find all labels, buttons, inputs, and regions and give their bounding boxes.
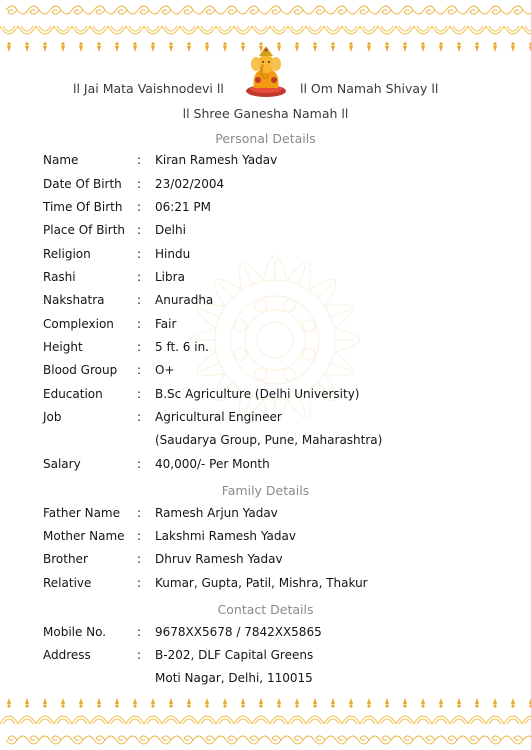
detail-label: Address — [43, 648, 91, 662]
detail-label: Blood Group — [43, 363, 118, 377]
detail-value: B-202, DLF Capital Greens — [155, 648, 314, 662]
separator: : — [137, 153, 142, 167]
detail-value: Delhi — [155, 223, 186, 237]
detail-value: (Saudarya Group, Pune, Maharashtra) — [155, 433, 383, 447]
section-title-family: Family Details — [221, 483, 310, 498]
ornamental-border-bottom — [0, 684, 531, 750]
separator: : — [137, 625, 142, 639]
separator: : — [137, 200, 142, 214]
section-title-contact: Contact Details — [217, 602, 314, 617]
separator: : — [137, 293, 142, 307]
detail-label: Place Of Birth — [43, 223, 126, 237]
detail-label: Date Of Birth — [43, 177, 122, 191]
detail-label: Nakshatra — [43, 293, 105, 307]
detail-value: Agricultural Engineer — [155, 410, 282, 424]
detail-row-dob — [0, 177, 531, 197]
detail-row-salary — [0, 457, 531, 477]
detail-label: Complexion — [43, 317, 114, 331]
detail-row-rashi — [0, 270, 531, 290]
detail-label: Father Name — [43, 506, 120, 520]
detail-label: Rashi — [43, 270, 76, 284]
separator: : — [137, 247, 142, 261]
detail-row-address-continued — [0, 671, 531, 691]
detail-row-relative — [0, 576, 531, 596]
separator: : — [137, 363, 142, 377]
detail-row-job — [0, 410, 531, 430]
separator: : — [137, 387, 142, 401]
detail-label: Name — [43, 153, 79, 167]
detail-value: Dhruv Ramesh Yadav — [155, 552, 283, 566]
separator: : — [137, 648, 142, 662]
detail-row-tob — [0, 200, 531, 220]
detail-row-education — [0, 387, 531, 407]
ganesha-icon — [238, 44, 294, 100]
detail-row-religion — [0, 247, 531, 267]
detail-value: Fair — [155, 317, 177, 331]
detail-row-mobile — [0, 625, 531, 645]
detail-row-address — [0, 648, 531, 668]
detail-value: 06:21 PM — [155, 200, 211, 214]
detail-row-pob — [0, 223, 531, 243]
detail-value: Moti Nagar, Delhi, 110015 — [155, 671, 313, 685]
detail-label: Relative — [43, 576, 92, 590]
separator: : — [137, 270, 142, 284]
detail-row-brother — [0, 552, 531, 572]
detail-row-job-continued — [0, 433, 531, 453]
detail-value: 40,000/- Per Month — [155, 457, 270, 471]
detail-label: Mobile No. — [43, 625, 107, 639]
detail-value: O+ — [155, 363, 175, 377]
separator: : — [137, 410, 142, 424]
detail-value: Lakshmi Ramesh Yadav — [155, 529, 296, 543]
detail-value: Kiran Ramesh Yadav — [155, 153, 278, 167]
invocation-center: ll Shree Ganesha Namah ll — [182, 106, 349, 121]
separator: : — [137, 552, 142, 566]
detail-value: Libra — [155, 270, 185, 284]
detail-label: Religion — [43, 247, 91, 261]
detail-label: Height — [43, 340, 83, 354]
invocation-right: ll Om Namah Shivay ll — [300, 81, 439, 96]
detail-row-father — [0, 506, 531, 526]
detail-row-complexion — [0, 317, 531, 337]
detail-label: Mother Name — [43, 529, 125, 543]
detail-label: Job — [43, 410, 62, 424]
detail-label: Salary — [43, 457, 81, 471]
detail-row-nakshatra — [0, 293, 531, 313]
separator: : — [137, 223, 142, 237]
separator: : — [137, 529, 142, 543]
separator: : — [137, 457, 142, 471]
detail-value: 9678XX5678 / 7842XX5865 — [155, 625, 322, 639]
separator: : — [137, 506, 142, 520]
detail-value: 23/02/2004 — [155, 177, 225, 191]
detail-label: Education — [43, 387, 103, 401]
detail-row-blood-group — [0, 363, 531, 383]
detail-label: Brother — [43, 552, 88, 566]
detail-value: B.Sc Agriculture (Delhi University) — [155, 387, 360, 401]
separator: : — [137, 576, 142, 590]
section-title-personal: Personal Details — [215, 131, 316, 146]
detail-value: Kumar, Gupta, Patil, Mishra, Thakur — [155, 576, 368, 590]
detail-row-height — [0, 340, 531, 360]
invocation-left: ll Jai Mata Vaishnodevi ll — [73, 81, 224, 96]
separator: : — [137, 340, 142, 354]
detail-row-mother — [0, 529, 531, 549]
detail-value: 5 ft. 6 in. — [155, 340, 209, 354]
detail-row-name — [0, 153, 531, 173]
separator: : — [137, 177, 142, 191]
detail-value: Ramesh Arjun Yadav — [155, 506, 278, 520]
separator: : — [137, 317, 142, 331]
detail-label: Time Of Birth — [43, 200, 123, 214]
detail-value: Hindu — [155, 247, 191, 261]
detail-value: Anuradha — [155, 293, 214, 307]
